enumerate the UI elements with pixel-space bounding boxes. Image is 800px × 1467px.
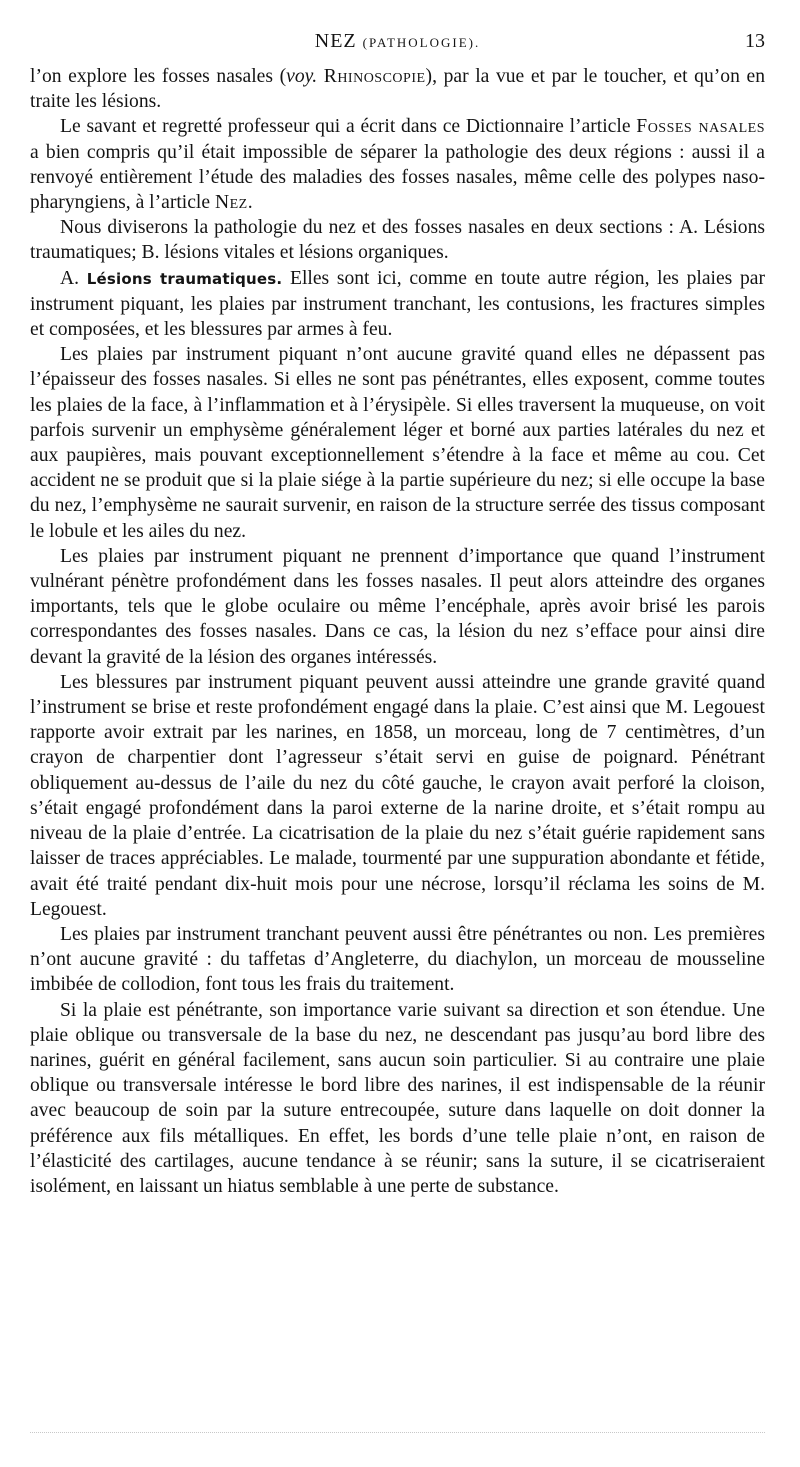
text-run: Les plaies par instrument piquant ne prennent d’importance que quand l’instrument vulnérant pénètre profondément dans les fosses nasales. Il peut alors atteindre des organes importants, tels que le globe oculaire ou même l’encéphale, après avoir brisé les parois correspondantes des fosses nasales. Dans ce cas, la lésion du nez s’efface pour ainsi dire devant la gravité de la lésion des organes intéressés. [30,545,765,668]
text-run: l’on explore les fosses nasales ( [30,66,287,87]
paragraph [30,544,765,670]
smallcaps-text: Fosses nasales [636,116,765,138]
body-text [30,64,765,1199]
text-run: Nous diviserons la pathologie du nez et des fosses nasales en deux sections : A. Lésions traumatiques; B. lésions vitales et lésions organiques. [30,217,765,264]
paragraph [30,922,765,998]
running-title [30,30,765,53]
italic-text: voy. [286,66,318,87]
paragraph [30,342,765,544]
paragraph [30,114,765,215]
text-run [317,66,324,87]
text-run: Le savant et regretté professeur qui a écrit dans ce Dictionnaire l’article [60,116,637,138]
running-header [30,30,765,54]
text-run: Les blessures par instrument piquant peuvent aussi atteindre une grande gravité quand l’instrument se brise et reste profondément engagé dans la plaie. C’est ainsi que M. Legouest rapporte avoir extrait par les narines, en 1858, un morceau, long de 7 centimètres, d’un crayon de charpentier dont l’agresseur s’était servi en guise de poignard. Pénétrant obliquement au-dessus de l’aile du nez du côté gauche, le crayon avait perforé la cloison, s’était engagé profondément dans la paroi externe de la narine droite, et s’était rompu au niveau de la plaie d’entrée. La cicatrisation de la plaie du nez s’était guérie rapidement sans laisser de traces appréciables. Le malade, tourmenté par une suppuration abondante et fétide, avait été traité pendant dix-huit mois pour une nécrose, lorsqu’il réclama les soins de M. Legouest. [30,671,765,920]
text-run: . [247,192,253,214]
text-run: Les plaies par instrument tranchant peuvent aussi être pénétrantes ou non. Les premières n’ont aucune gravité : du taffetas d’Angleterre, du diachylon, un morceau de mousseline imbibée de collodion, font tous les frais du traitement. [30,923,765,996]
paragraph [30,64,765,114]
running-title-main: NEZ [314,30,357,52]
paragraph [30,266,765,343]
footer-rule [30,1432,765,1437]
paragraph [30,998,765,1200]
running-title-subtitle: (PATHOLOGIE). [362,35,481,50]
text-run: Elles sont ici, comme en toute autre région, les plaies par instrument piquant, les plaies par instrument tranchant, les contusions, les fractures simples et composées, et les blessures par armes à feu. [30,267,765,341]
paragraph [30,215,765,265]
paragraph [30,670,765,922]
text-run: A. [60,267,87,289]
text-run: Si la plaie est pénétrante, son importance varie suivant sa direction et son étendue. Une plaie oblique ou transversale de la base du nez, ne descendant pas jusqu’au bord libre des narines, guérit en général facilement, sans aucun soin particulier. Si au contraire une plaie oblique ou transversale intéresse le bord libre des narines, il est indispensable de la réunir avec beaucoup de soin par la suture entrecoupée, suture dans laquelle on doit donner la préférence aux fils métalliques. En effet, les bords d’une telle plaie n’ont, en raison de l’élasticité des cartilages, aucune tendance à se réunir; sans la suture, il se cicatriseraient isolément, en laissant un hiatus semblable à une perte de substance. [30,999,765,1197]
page-number: 13 [745,30,765,52]
text-run: a bien compris qu’il était impossible de séparer la pathologie des deux régions : aussi il a renvoyé entièrement l’étude des maladies des fosses nasales, même celle des polypes naso-pharyngiens, à l’article [30,141,765,214]
text-run: Les plaies par instrument piquant n’ont aucune gravité quand elles ne dépassent pas l’épaisseur des fosses nasales. Si elles ne sont pas pénétrantes, elles exposent, comme toutes les plaies de la face, à l’inflammation et à l’érysipèle. Si elles traversent la muqueuse, on voit parfois survenir un emphysème généralement léger et borné aux parties latérales du nez et aux paupières, mais pouvant exceptionnellement s’étendre à la face et même au cou. Cet accident ne se produit que si la plaie siége à la partie supérieure du nez; si elle occupe la base du nez, l’emphysème ne saurait survenir, en raison de la structure serrée des tissus composant le lobule et les ailes du nez. [30,344,765,542]
smallcaps-text: Nez [214,192,248,214]
text-run: ), par la vue et par le toucher, et qu’on en traite les lésions. [30,66,765,113]
smallcaps-text: Rhinoscopie [323,66,426,87]
section-heading: Lésions traumatiques. [86,269,283,288]
